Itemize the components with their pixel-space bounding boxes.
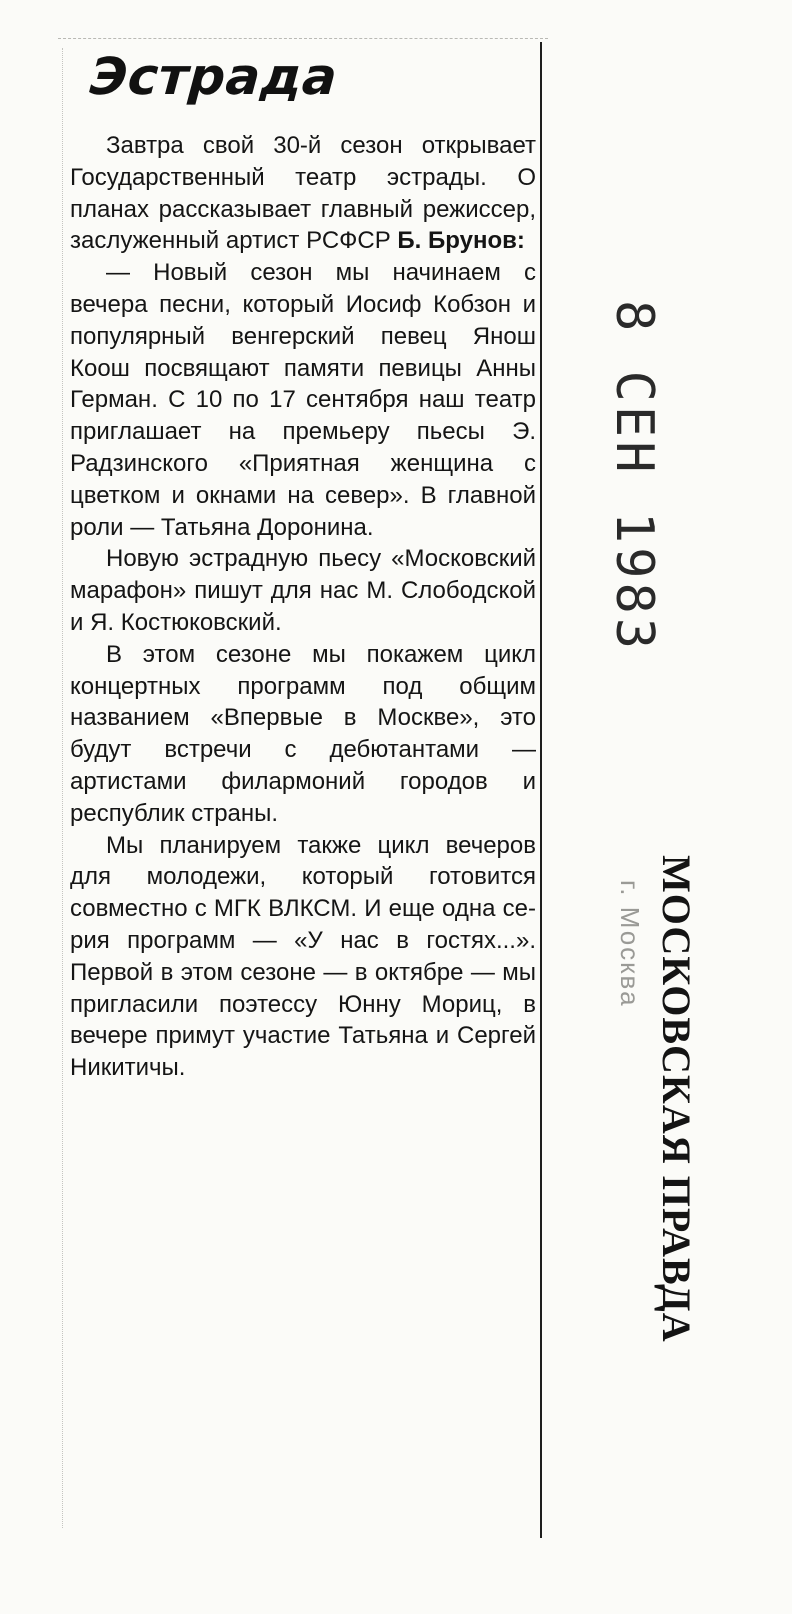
column-rule [540,42,542,1538]
lead-text: Завтра свой 30-й сезон открывает Государственный театр эстрады. О планах рассказывает главный режиссер, заслуженный артист РСФСР [70,132,536,255]
date-stamp: 8 СЕН 1983 [604,300,664,654]
lead-paragraph [70,130,536,257]
article-body [70,130,536,1084]
section-heading: Эстрада [87,48,340,107]
newspaper-name-stamp: МОСКОВСКАЯ ПРАВДА [654,855,699,1343]
paragraph-2: — Новый сезон мы начинаем с вечера песни, который Иосиф Кобзон и популярный венгерский певец Янош Коош посвящают памяти певицы Анны Герман. С 10 по 17 сентября наш театр приглашает на премьеру пьесы Э. Радзинского «Приятная женщина с цветком и окнами на север». В главной роли — Татьяна Доронина. [70,259,536,541]
paragraph-5: Мы планируем также цикл вечеров для молодежи, который готовится совместно с МГК ВЛКСМ. И еще одна серия программ — «У нас в гостях...». Первой в этом сезоне — в октябре — мы пригласили поэтессу Юнну Мориц, в вечере примут участие Татьяна и Сергей Никитичы. [70,831,536,1082]
paragraph-4: В этом сезоне мы покажем цикл концертных программ под общим названием «Впервые в Москве», это будут встречи с дебютантами — артистами филармоний городов и республик страны. [70,640,536,827]
newspaper-clipping [58,38,548,1538]
paragraph-3: Новую эстрадную пьесу «Московский марафон» пишут для нас М. Слободской и Я. Костюковский. [70,545,536,636]
city-stamp: г. Москва [615,880,645,1008]
author-name: Б. Брунов: [397,227,525,255]
cut-edge-left [62,48,64,1528]
